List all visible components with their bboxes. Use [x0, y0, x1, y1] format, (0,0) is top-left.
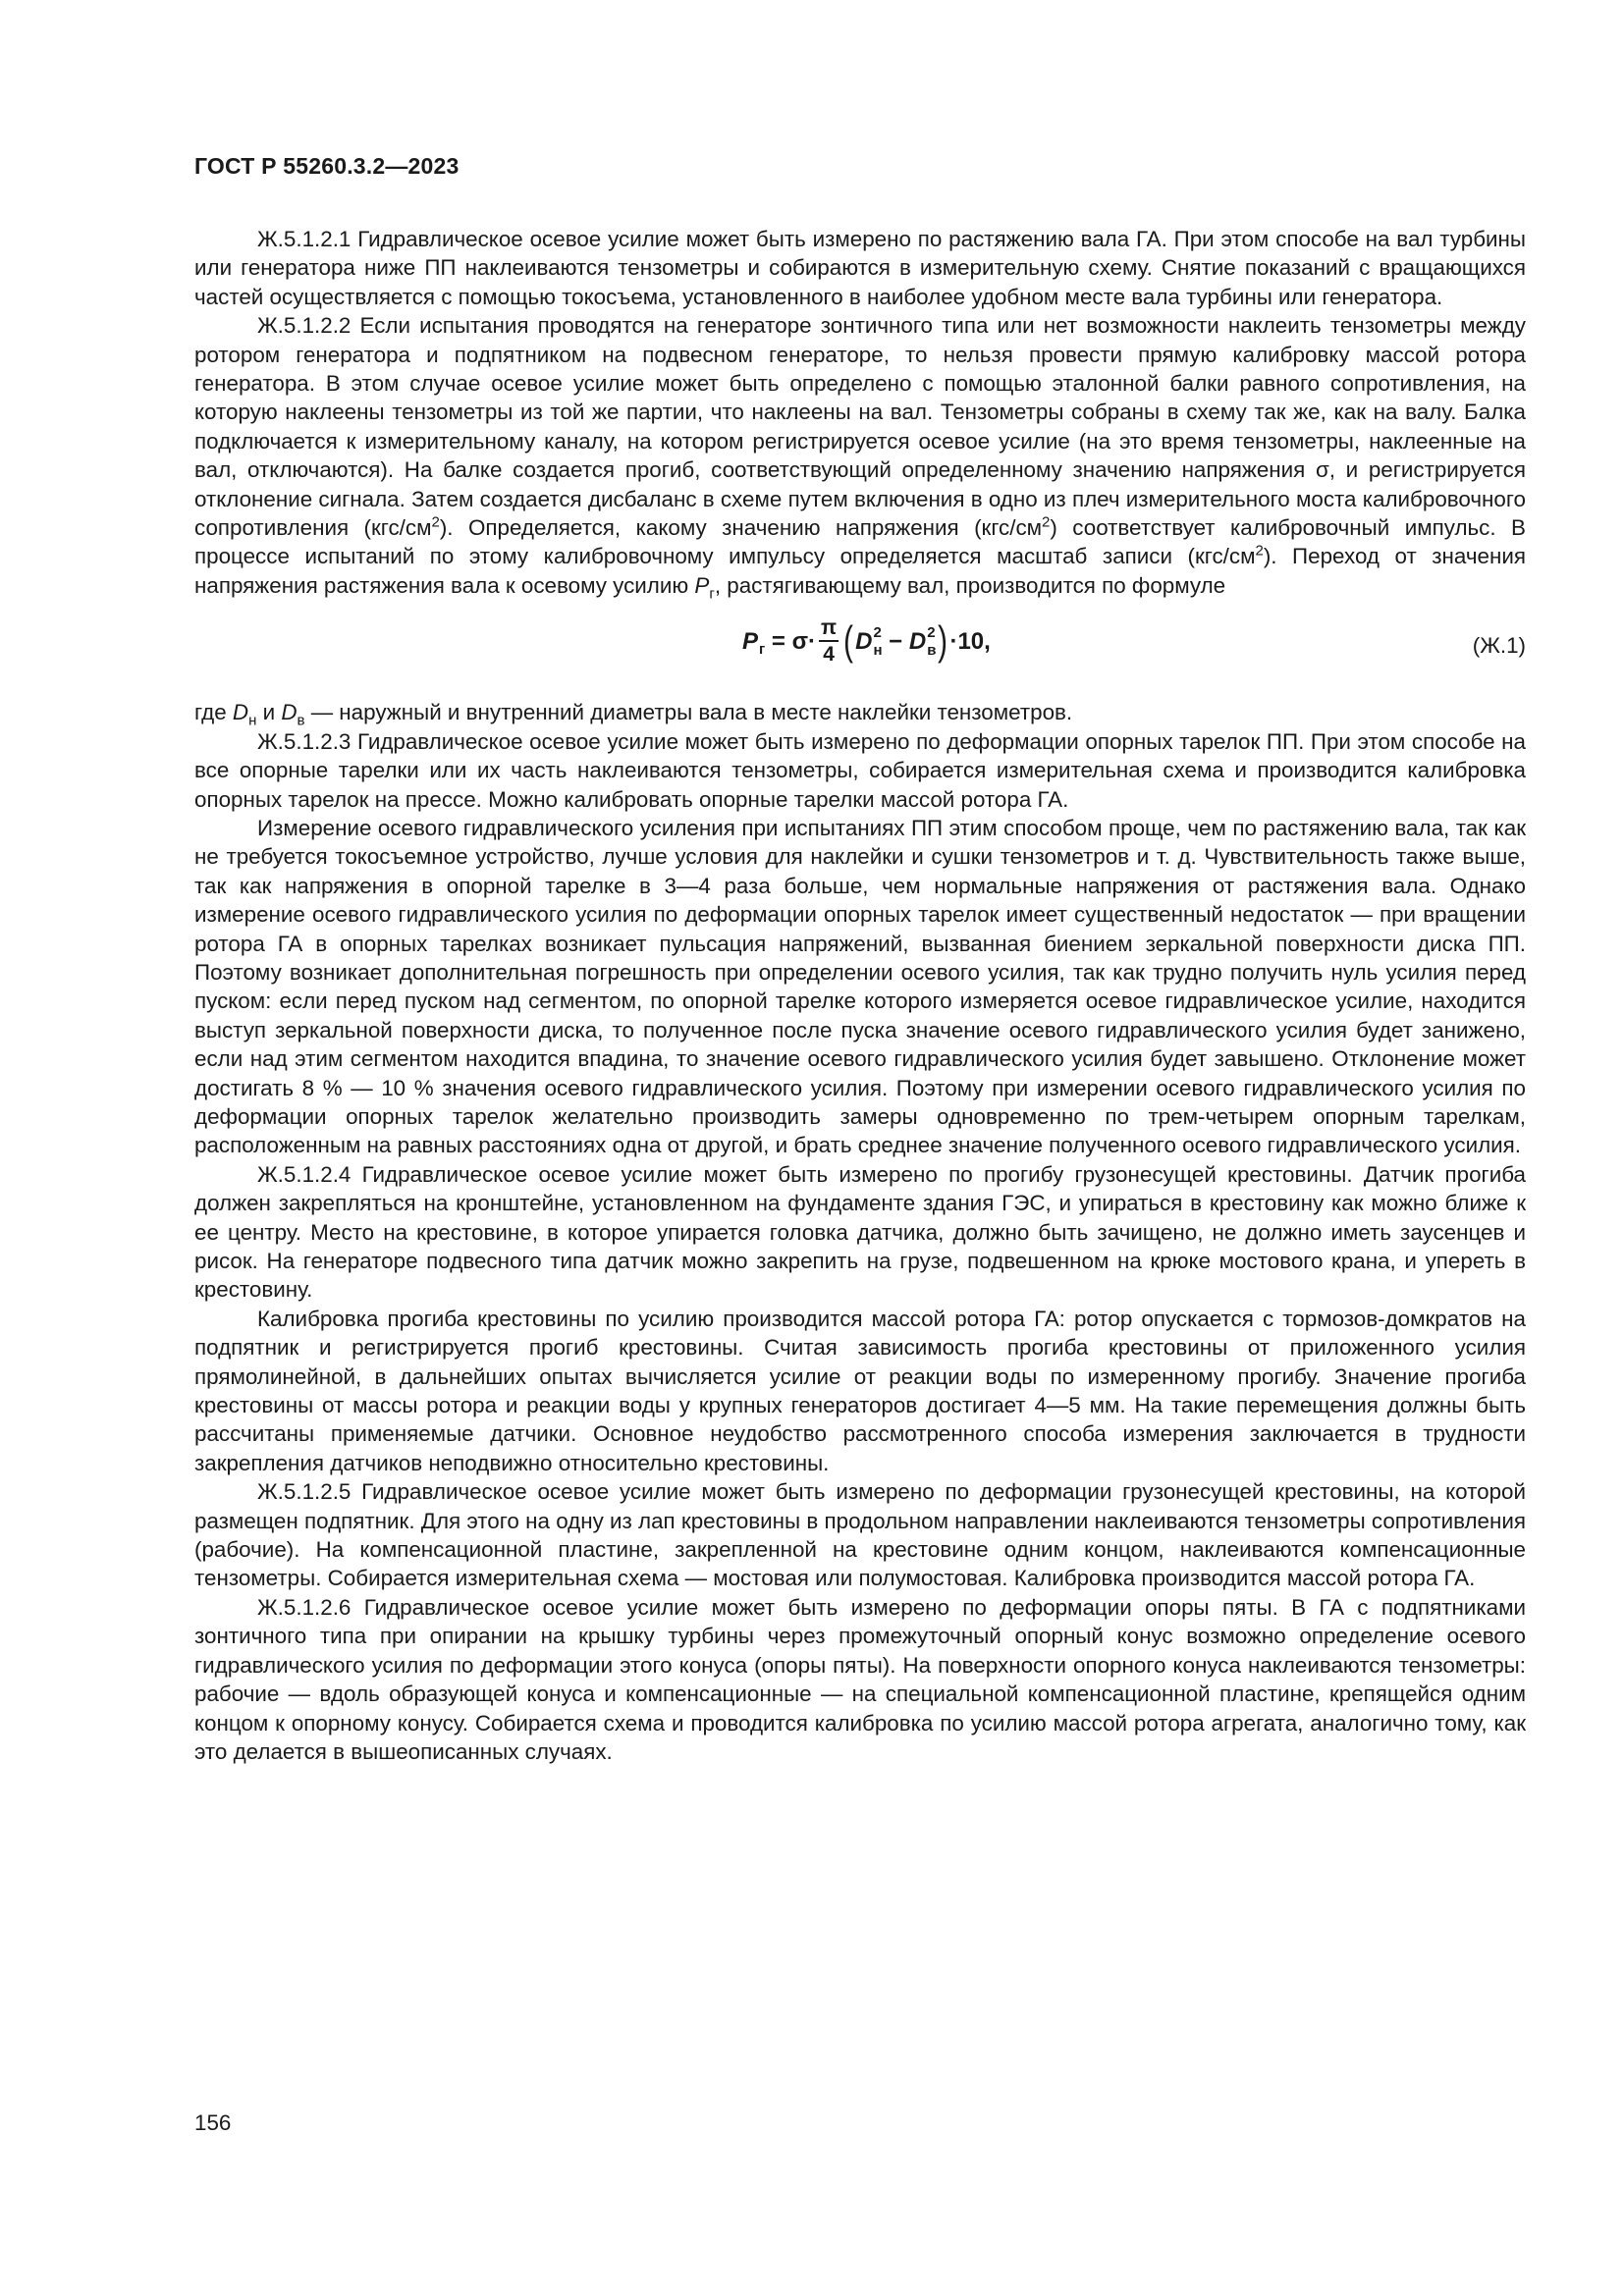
- paragraph-text: ). Переход от значения напряжения растяжения вала к осевому усилию: [194, 544, 1526, 598]
- paragraph-zh-5-1-2-4: Ж.5.1.2.4 Гидравлическое осевое усилие может быть измерено по прогибу грузонесущей крестовины. Датчик прогиба должен закрепляться на кронштейне, установленном на фундаменте здания ГЭС, и упираться в крестовину как можно ближе к ее центру. Место на крестовине, в которое упирается головка датчика, должно быть зачищено, не должно иметь заусенцев и рисок. На генераторе подвесного типа датчик можно закрепить на грузе, подвешенном на крюке мостового крана, и упереть в крестовину.: [194, 1161, 1526, 1303]
- symbol-d: D: [281, 700, 298, 725]
- formula-denominator: 4: [823, 643, 835, 667]
- formula-d-outer-sup: 2: [873, 623, 882, 641]
- page-number: 156: [194, 2110, 232, 2135]
- formula-numerator: π: [821, 616, 838, 640]
- formula-number: (Ж.1): [1472, 633, 1526, 659]
- formula-tail: ·10,: [949, 627, 991, 655]
- formula-equals: = σ·: [765, 627, 817, 655]
- formula-minus: −: [882, 627, 909, 655]
- formula-d-outer: D: [855, 627, 873, 655]
- symbol-d: D: [232, 700, 249, 725]
- formula-expression: [742, 617, 991, 665]
- formula-explanation: [194, 698, 1526, 729]
- paragraph-text: и: [256, 700, 282, 725]
- paragraph-calibration: Калибровка прогиба крестовины по усилию производится массой ротора ГА: ротор опускается с тормозов-домкратов на подпятник и регистрируется прогиб крестовины. Считая зависимость прогиба крестовины от приложенного усилия прямолинейной, в дальнейших опытах вычисляется усилие от реакции воды по измеренному прогибу. Значение прогиба крестовины от массы ротора и реакции воды у крупных генераторов достигает 4—5 мм. На такие перемещения должны быть рассчитаны применяемые датчики. Основное неудобство рассмотренного способа измерения заключается в трудности закрепления датчиков неподвижно относительно крестовины.: [194, 1306, 1526, 1475]
- formula-d-inner: D: [908, 627, 927, 655]
- document-page: [194, 0, 1526, 2296]
- paragraph-text: ). Определяется, какому значению напряжения (кгс/см: [439, 515, 1043, 541]
- paragraph-text: Ж.5.1.2.2 Если испытания проводятся на генераторе зонтичного типа или нет возможности наклеить тензометры между ротором генератора и подпятником на подвесном генераторе, то нельзя провести прямую калибровку массой ротора генератора. В этом случае осевое усилие может быть определено с помощью эталонной балки равного сопротивления, на которую наклеены тензометры из той же партии, что наклеены на вал. Тензометры собраны в схему так же, как на валу. Балка подключается к измерительному каналу, на котором регистрируется осевое усилие (на это время тензометры, наклеенные на вал, отключаются). На балке создается прогиб, соответствующий определенному значению напряжения σ, и регистрируется отклонение сигнала. Затем создается дисбаланс в схеме путем включения в одно из плеч измерительного моста калибровочного сопротивления (кгс/см: [194, 313, 1526, 541]
- formula-lhs-sub: г: [759, 641, 766, 659]
- paragraph-zh-5-1-2-1: Ж.5.1.2.1 Гидравлическое осевое усилие может быть измерено по растяжению вала ГА. При этом способе на вал турбины или генератора ниже ПП наклеиваются тензометры и собираются в измерительную схему. Снятие показаний с вращающихся частей осуществляется с помощью токосъема, установленного в наиболее удобном месте вала турбины или генератора.: [194, 227, 1526, 309]
- paragraph-zh-5-1-2-2: [194, 311, 1526, 603]
- document-body: [194, 225, 1526, 1766]
- formula-d-inner-sup: 2: [927, 623, 936, 641]
- paragraph-text: — наружный и внутренний диаметры вала в месте наклейки тензометров.: [304, 700, 1073, 725]
- formula-d-inner-indices: [927, 625, 936, 658]
- formula-close-paren: ): [938, 617, 948, 665]
- superscript: 2: [431, 513, 440, 531]
- paragraph-text: где: [194, 700, 233, 725]
- paragraph-zh-5-1-2-6: Ж.5.1.2.6 Гидравлическое осевое усилие может быть измерено по деформации опоры пяты. В ГА с подпятниками зонтичного типа при опирании на крышку турбины через промежуточный опорный конус возможно определение осевого гидравлического усилия по деформации этого конуса (опоры пяты). На поверхности опорного конуса наклеиваются тензометры: рабочие — вдоль образующей конуса и компенсационные — на специальной компенсационной пластине, крепящейся одним концом к опорному конусу. Собирается схема и проводится калибровка по усилию массой ротора агрегата, аналогично тому, как это делается в вышеописанных случаях.: [194, 1594, 1526, 1764]
- formula-d-outer-sub: н: [873, 641, 883, 659]
- formula-d-inner-sub: в: [927, 641, 937, 659]
- paragraph-text: ) соответствует калибровочный импульс. В процессе испытаний по этому калибровочному импульсу определяется масштаб записи (кгс/см: [194, 515, 1526, 569]
- symbol-p: P: [694, 572, 710, 598]
- formula-open-paren: (: [843, 617, 854, 665]
- paragraph-measurement-notes: Измерение осевого гидравлического усиления при испытаниях ПП этим способом проще, чем по растяжению вала, так как не требуется токосъемное устройство, лучше условия для наклейки и сушки тензометров и т. д. Чувствительность также выше, так как напряжения в опорной тарелке в 3—4 раза больше, чем нормальные напряжения от растяжения вала. Однако измерение осевого гидравлического усилия по деформации опорных тарелок имеет существенный недостаток — при вращении ротора ГА в опорных тарелках возникает пульсация напряжений, вызванная биением зеркальной поверхности диска ПП. Поэтому возникает дополнительная погрешность при определении осевого усилия, так как трудно получить нуль усилия перед пуском: если перед пуском над сегментом, по опорной тарелке которого измеряется осевое гидравлическое усилие, находится выступ зеркальной поверхности диска, то полученное после пуска значение осевого гидравлического усилия будет занижено, если над этим сегментом находится впадина, то значение осевого гидравлического усилия будет завышено. Отклонение может достигать 8 % — 10 % значения осевого гидравлического усилия. Поэтому при измерении осевого гидравлического усилия по деформации опорных тарелок желательно производить замеры одновременно по трем-четырем опорным тарелкам, расположенным на равных расстояниях одна от другой, и брать среднее значение полученного осевого гидравлического усилия.: [194, 815, 1526, 1158]
- subscript: в: [297, 712, 305, 729]
- document-header: ГОСТ Р 55260.3.2—2023: [194, 153, 460, 179]
- formula-fraction: [819, 617, 839, 665]
- formula-d-outer-indices: [873, 625, 882, 658]
- subscript: г: [709, 585, 715, 603]
- paragraph-text: , растягивающему вал, производится по формуле: [714, 572, 1226, 598]
- superscript: 2: [1255, 543, 1264, 560]
- formula-lhs: P: [742, 627, 759, 655]
- paragraph-zh-5-1-2-3: Ж.5.1.2.3 Гидравлическое осевое усилие может быть измерено по деформации опорных тарелок ПП. При этом способе на все опорные тарелки или их часть наклеиваются тензометры, собирается измерительная схема и производится калибровка опорных тарелок на прессе. Можно калибровать опорные тарелки массой ротора ГА.: [194, 728, 1526, 812]
- superscript: 2: [1042, 513, 1051, 531]
- formula-zh-1: [194, 614, 1526, 682]
- paragraph-zh-5-1-2-5: Ж.5.1.2.5 Гидравлическое осевое усилие может быть измерено по деформации грузонесущей крестовины, на которой размещен подпятник. Для этого на одну из лап крестовины в продольном направлении наклеиваются тензометры сопротивления (рабочие). На компенсационной пластине, закрепленной на крестовине одним концом, наклеиваются компенсационные тензометры. Собирается измерительная схема — мостовая или полумостовая. Калибровка производится массой ротора ГА.: [194, 1479, 1526, 1591]
- subscript: н: [248, 712, 257, 729]
